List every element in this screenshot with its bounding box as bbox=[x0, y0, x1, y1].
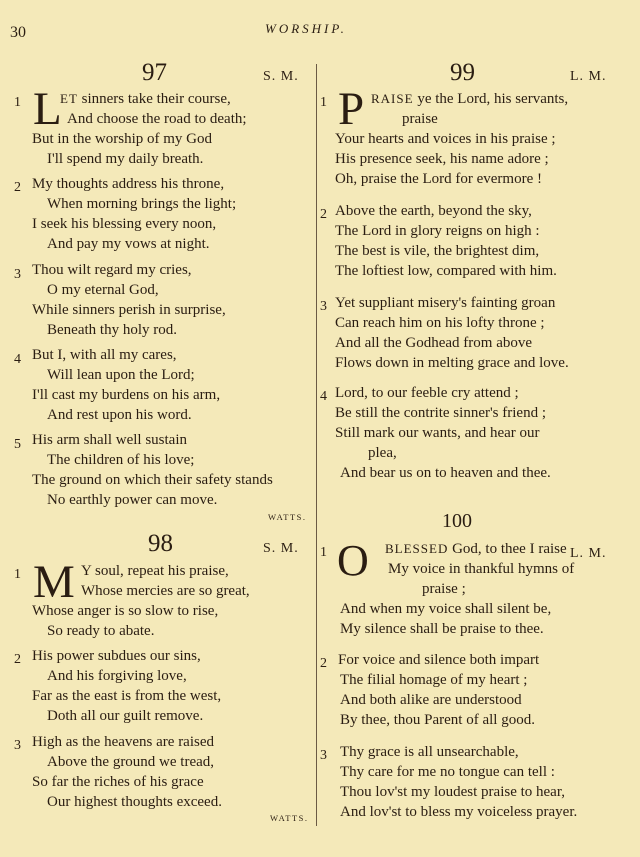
verse-line: Lord, to our feeble cry attend ; bbox=[335, 385, 519, 401]
verse-line: And his forgiving love, bbox=[47, 668, 187, 684]
verse-line: And both alike are understood bbox=[340, 692, 522, 708]
verse-line: My silence shall be praise to thee. bbox=[340, 621, 544, 637]
verse-line: And all the Godhead from above bbox=[335, 335, 533, 351]
verse-line: No earthly power can move. bbox=[47, 492, 218, 508]
verse-line: Flows down in melting grace and love. bbox=[335, 355, 569, 371]
verse-line: Thy care for me no tongue can tell : bbox=[340, 764, 555, 780]
verse-line: His arm shall well sustain bbox=[32, 432, 187, 448]
verse-line: Doth all our guilt remove. bbox=[47, 708, 204, 724]
verse-line: I seek his blessing every noon, bbox=[32, 216, 217, 232]
verse-line: Above the ground we tread, bbox=[47, 754, 215, 770]
verse-line: praise ; bbox=[422, 581, 466, 597]
verse-line: Far as the east is from the west, bbox=[32, 688, 222, 704]
page-number: 30 bbox=[10, 24, 26, 41]
verse-line: So far the riches of his grace bbox=[32, 774, 204, 790]
verse-number: 1 bbox=[320, 545, 327, 560]
verse-line: RAISE ye the Lord, his servants, bbox=[371, 91, 569, 107]
verse-line: The ground on which their safety stands bbox=[32, 472, 273, 488]
hymn-number: 97 bbox=[142, 59, 167, 86]
hymn-meter: S. M. bbox=[263, 69, 299, 84]
verse-line: Thy grace is all unsearchable, bbox=[340, 744, 519, 760]
author-attribution: WATTS. bbox=[268, 512, 307, 522]
verse-line: When morning brings the light; bbox=[47, 196, 237, 212]
verse-line: Whose anger is so slow to rise, bbox=[32, 603, 219, 619]
verse-number: 2 bbox=[14, 180, 21, 195]
hymn-meter: L. M. bbox=[570, 69, 607, 84]
verse-line: Thou lov'st my loudest praise to hear, bbox=[340, 784, 565, 800]
verse-line: Your hearts and voices in his praise ; bbox=[335, 131, 556, 147]
verse-line: And lov'st to bless my voiceless prayer. bbox=[340, 804, 578, 820]
verse-line: By thee, thou Parent of all good. bbox=[340, 712, 535, 728]
verse-number: 1 bbox=[14, 567, 21, 582]
verse-number: 4 bbox=[320, 389, 327, 404]
verse-line: The filial homage of my heart ; bbox=[340, 672, 528, 688]
verse-line: Our highest thoughts exceed. bbox=[47, 794, 222, 810]
verse-line: Oh, praise the Lord for evermore ! bbox=[335, 171, 542, 187]
verse-line: The Lord in glory reigns on high : bbox=[335, 223, 540, 239]
verse-line: And choose the road to death; bbox=[67, 111, 247, 127]
verse-line: The children of his love; bbox=[47, 452, 195, 468]
drop-cap: O bbox=[337, 536, 369, 585]
verse-line: Will lean upon the Lord; bbox=[47, 367, 195, 383]
verse-number: 3 bbox=[320, 299, 327, 314]
column-divider bbox=[316, 64, 317, 826]
verse-line: I'll spend my daily breath. bbox=[47, 151, 204, 167]
hymn-meter: S. M. bbox=[263, 541, 299, 556]
drop-cap: P bbox=[338, 83, 365, 135]
verse-line: And pay my vows at night. bbox=[47, 236, 210, 252]
verse-line: I'll cast my burdens on his arm, bbox=[32, 387, 221, 403]
verse-line: Y soul, repeat his praise, bbox=[81, 563, 229, 579]
verse-number: 3 bbox=[14, 738, 21, 753]
verse-line: Above the earth, beyond the sky, bbox=[335, 203, 532, 219]
verse-number: 1 bbox=[14, 95, 21, 110]
verse-line: My voice in thankful hymns of bbox=[388, 561, 575, 577]
verse-number: 3 bbox=[14, 267, 21, 282]
verse-line: My thoughts address his throne, bbox=[32, 176, 225, 192]
verse-line: Still mark our wants, and hear our bbox=[335, 425, 540, 441]
verse-line: praise bbox=[402, 111, 438, 127]
verse-line: The loftiest low, compared with him. bbox=[335, 263, 557, 279]
verse-line: His power subdues our sins, bbox=[32, 648, 201, 664]
verse-line: The best is vile, the brightest dim, bbox=[335, 243, 540, 259]
verse-line: So ready to abate. bbox=[47, 623, 155, 639]
drop-cap: L bbox=[33, 83, 62, 135]
verse-line: plea, bbox=[368, 445, 397, 461]
verse-line: And when my voice shall silent be, bbox=[340, 601, 552, 617]
verse-number: 4 bbox=[14, 352, 21, 367]
verse-line: ET sinners take their course, bbox=[60, 91, 231, 107]
verse-line: Whose mercies are so great, bbox=[81, 583, 250, 599]
hymn-number: 98 bbox=[148, 530, 173, 557]
verse-line: For voice and silence both impart bbox=[338, 652, 540, 668]
verse-number: 1 bbox=[320, 95, 327, 110]
verse-line: High as the heavens are raised bbox=[32, 734, 215, 750]
verse-line: While sinners perish in surprise, bbox=[32, 302, 226, 318]
verse-line: And rest upon his word. bbox=[47, 407, 192, 423]
hymn-number: 99 bbox=[450, 59, 475, 86]
small-caps: ET bbox=[60, 91, 78, 106]
verse-number: 2 bbox=[14, 652, 21, 667]
verse-line: O my eternal God, bbox=[47, 282, 159, 298]
verse-number: 3 bbox=[320, 748, 327, 763]
verse-line: BLESSED God, to thee I raise bbox=[385, 541, 567, 557]
verse-line: Can reach him on his lofty throne ; bbox=[335, 315, 545, 331]
small-caps: BLESSED bbox=[385, 541, 449, 556]
running-head: WORSHIP. bbox=[265, 21, 347, 36]
verse-line: Yet suppliant misery's fainting groan bbox=[335, 295, 556, 311]
hymn-meter: L. M. bbox=[570, 546, 607, 561]
hymn-number: 100 bbox=[442, 510, 472, 532]
small-caps: RAISE bbox=[371, 91, 414, 106]
verse-number: 5 bbox=[14, 437, 21, 452]
verse-line: Thou wilt regard my cries, bbox=[32, 262, 192, 278]
author-attribution: WATTS. bbox=[270, 813, 309, 823]
verse-line: His presence seek, his name adore ; bbox=[335, 151, 549, 167]
verse-number: 2 bbox=[320, 207, 327, 222]
verse-line: And bear us on to heaven and thee. bbox=[340, 465, 551, 481]
verse-line: Be still the contrite sinner's friend ; bbox=[335, 405, 546, 421]
drop-cap: M bbox=[33, 556, 75, 608]
verse-line: But in the worship of my God bbox=[32, 131, 212, 147]
verse-number: 2 bbox=[320, 656, 327, 671]
verse-line: Beneath thy holy rod. bbox=[47, 322, 177, 338]
verse-line: But I, with all my cares, bbox=[32, 347, 177, 363]
